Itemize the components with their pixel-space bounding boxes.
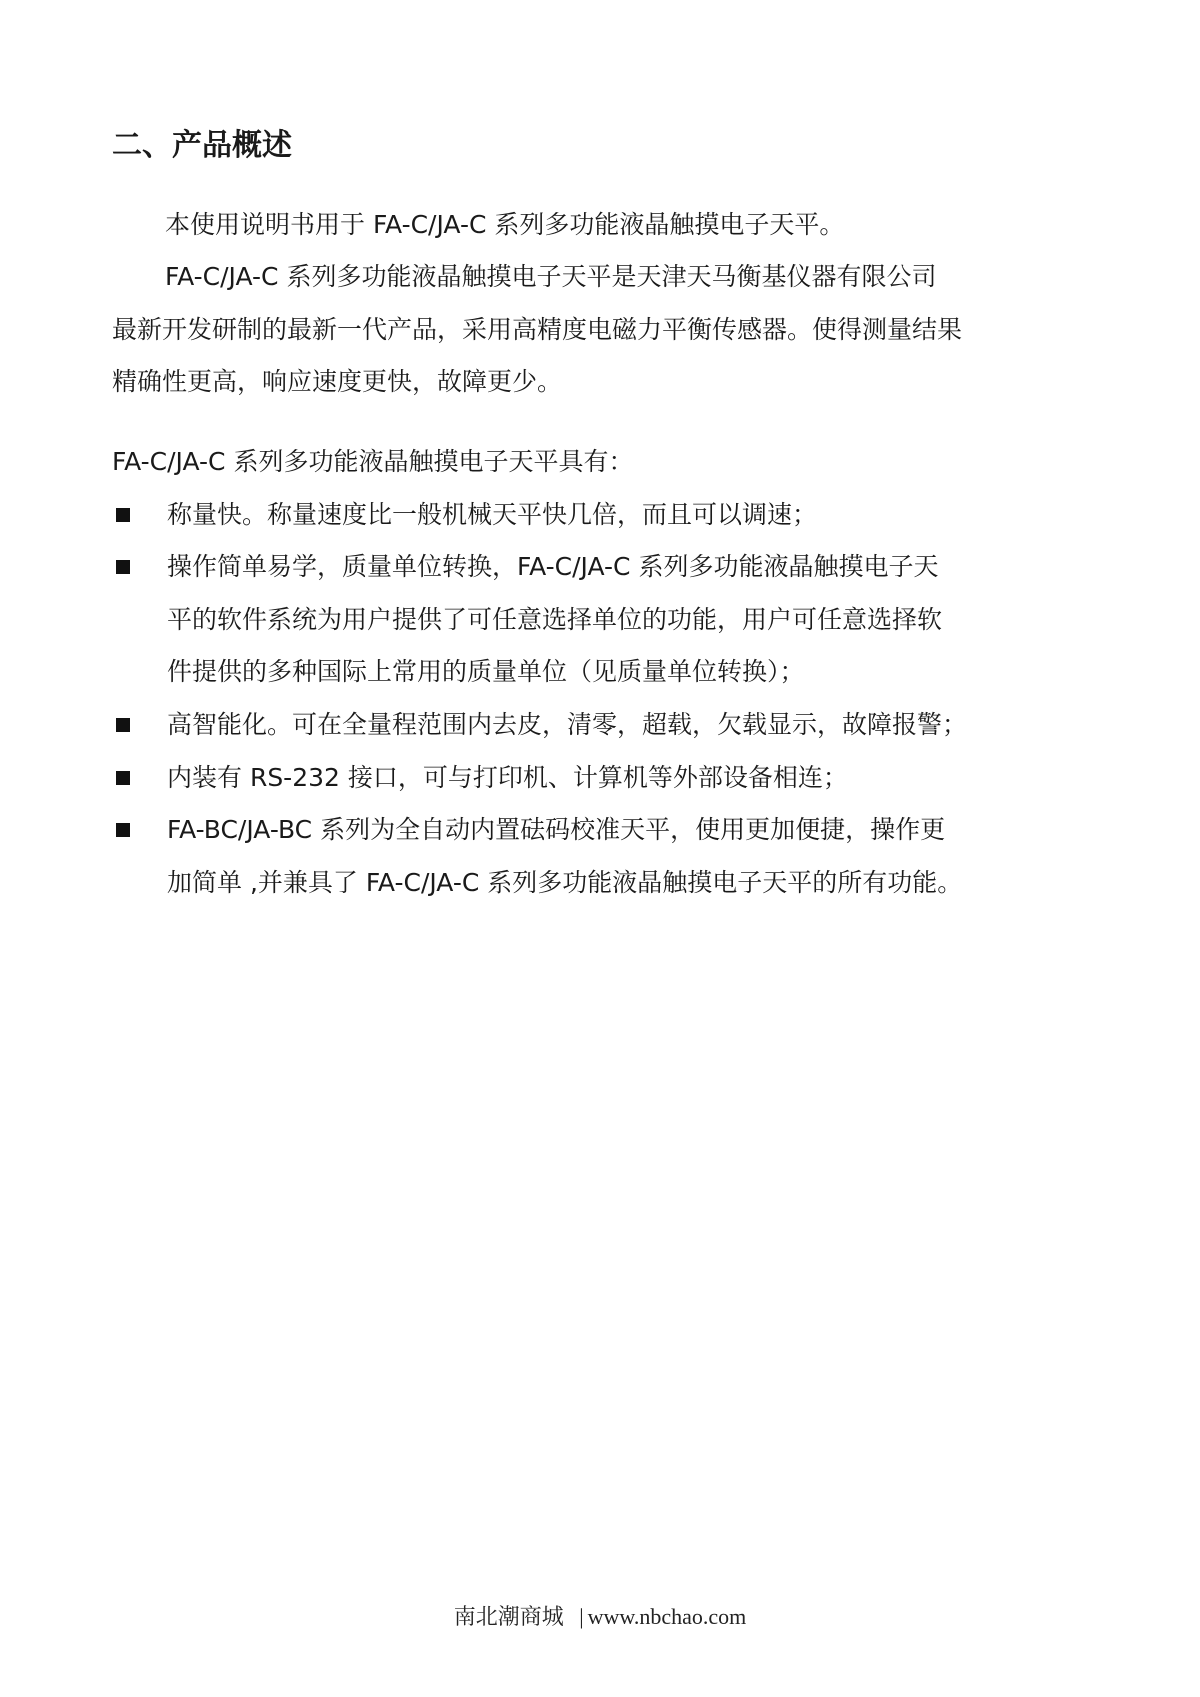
- feature-line: 操作简单易学，质量单位转换，FA-C/JA-C 系列多功能液晶触摸电子天: [167, 552, 939, 581]
- bullet-icon: [116, 771, 130, 785]
- feature-line: FA-BC/JA-BC 系列为全自动内置砝码校准天平，使用更加便捷，操作更: [167, 815, 946, 844]
- paragraph-line: 本使用说明书用于 FA-C/JA-C 系列多功能液晶触摸电子天平。: [165, 210, 845, 239]
- bullet-icon: [116, 823, 130, 837]
- footer-separator: |: [579, 1604, 584, 1629]
- footer-url[interactable]: www.nbchao.com: [587, 1604, 747, 1629]
- paragraph-line: FA-C/JA-C 系列多功能液晶触摸电子天平是天津天马衡基仪器有限公司: [165, 262, 937, 291]
- features-intro: FA-C/JA-C 系列多功能液晶触摸电子天平具有：: [112, 447, 634, 476]
- feature-line: 称量快。称量速度比一般机械天平快几倍，而且可以调速；: [167, 500, 818, 529]
- bullet-icon: [116, 560, 130, 574]
- paragraph-line: 精确性更高，响应速度更快，故障更少。: [112, 367, 563, 396]
- bullet-icon: [116, 508, 130, 522]
- section-heading: 二、产品概述: [112, 128, 292, 163]
- page-footer: [0, 1600, 1200, 1631]
- feature-line: 件提供的多种国际上常用的质量单位（见质量单位转换）；: [167, 657, 805, 686]
- feature-line: 加简单 ,并兼具了 FA-C/JA-C 系列多功能液晶触摸电子天平的所有功能。: [167, 868, 963, 897]
- footer-site: 南北潮商城: [453, 1604, 564, 1629]
- paragraph-line: 最新开发研制的最新一代产品，采用高精度电磁力平衡传感器。使得测量结果: [112, 315, 963, 344]
- feature-line: 高智能化。可在全量程范围内去皮，清零，超载，欠载显示，故障报警；: [167, 710, 968, 739]
- feature-line: 内装有 RS-232 接口，可与打印机、计算机等外部设备相连；: [167, 763, 848, 792]
- feature-line: 平的软件系统为用户提供了可任意选择单位的功能，用户可任意选择软: [167, 605, 943, 634]
- bullet-icon: [116, 718, 130, 732]
